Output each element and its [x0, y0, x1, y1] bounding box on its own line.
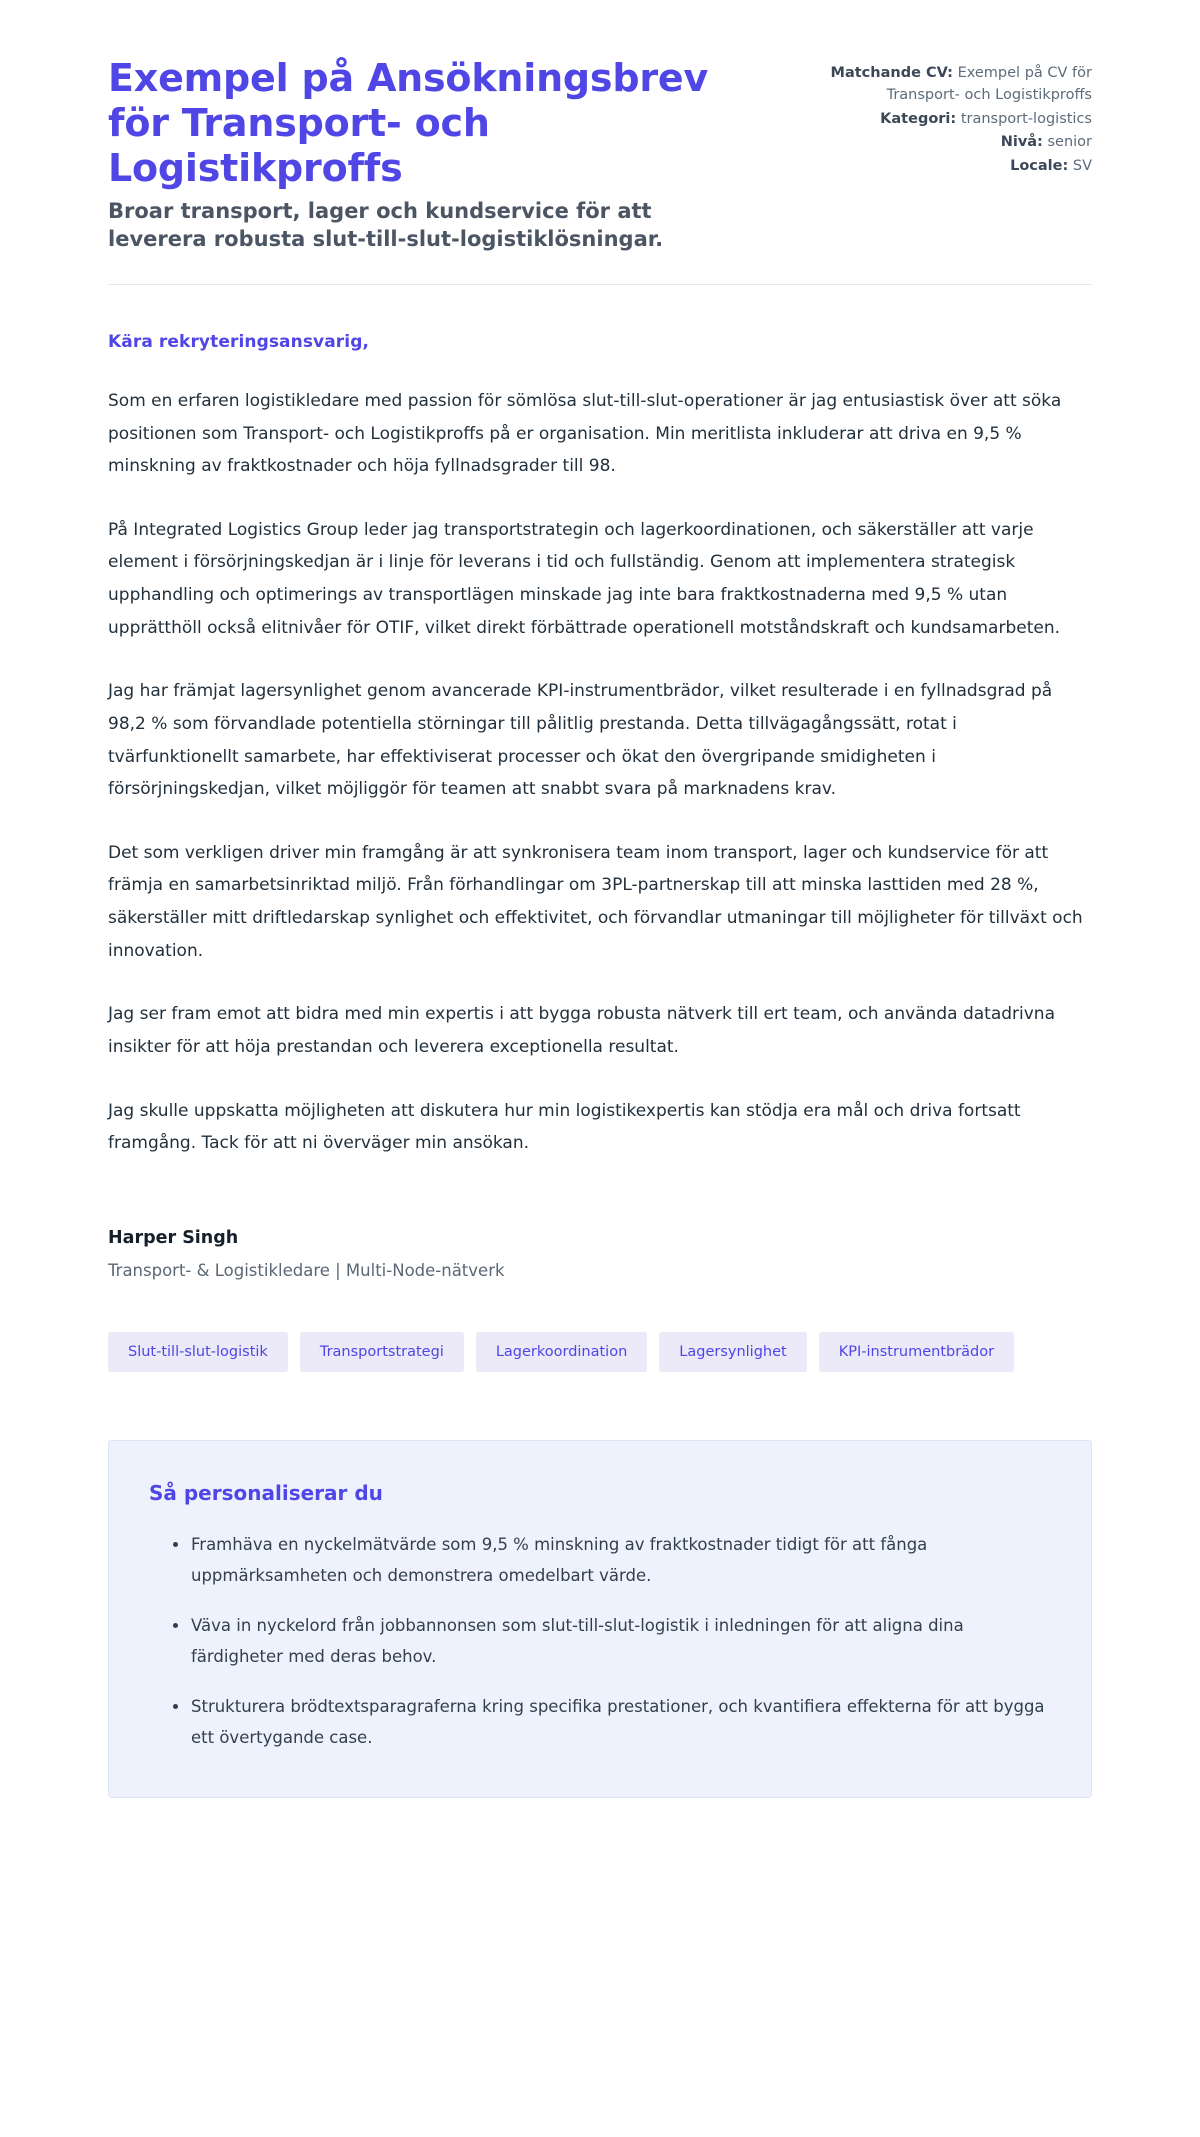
- letter-paragraph: Jag skulle uppskatta möjligheten att diskutera hur min logistikexpertis kan stödja era mål och driva fortsatt framgång. Tack för att ni överväger min ansökan.: [108, 1100, 1021, 1154]
- meta-row-category: [830, 108, 1092, 130]
- callout-tip-list: [149, 1529, 1051, 1753]
- letter-body: [108, 285, 1092, 1160]
- document-metadata: [830, 56, 1092, 178]
- letter-paragraph: Som en erfaren logistikledare med passion för sömlösa slut-till-slut-operationer är jag entusiastisk över att söka positionen som Transport- och Logistikproffs på er organisation. Min meritlista inkluderar att driva en 9,5 % minskning av fraktkostnader och höja fyllnadsgrader till 98.: [108, 390, 1062, 477]
- meta-row-locale: [830, 155, 1092, 177]
- meta-value-locale: SV: [1072, 157, 1092, 174]
- meta-value-level: senior: [1047, 134, 1092, 151]
- meta-value-matching-cv: Exempel på CV för Transport- och Logistikproffs: [886, 65, 1092, 104]
- meta-label-locale: Locale:: [1010, 157, 1069, 174]
- salutation: Kära rekryteringsansvarig,: [108, 331, 370, 352]
- signature-name: Harper Singh: [108, 1227, 239, 1248]
- page-subtitle: Broar transport, lager och kundservice för att leverera robusta slut-till-slut-logistiklösningar.: [108, 199, 664, 252]
- tag-chip[interactable]: Transportstrategi: [300, 1332, 464, 1373]
- meta-label-category: Kategori:: [880, 110, 957, 127]
- callout-title: Så personaliserar du: [149, 1481, 383, 1506]
- callout-tip-item: Strukturera brödtextsparagraferna kring specifika prestationer, och kvantifiera effekterna för att bygga ett övertygande case.: [173, 1691, 1051, 1753]
- personalization-callout: [108, 1440, 1092, 1798]
- tag-chip[interactable]: Lagersynlighet: [659, 1332, 806, 1373]
- page-title: Exempel på Ansökningsbrev för Transport- och Logistikproffs: [108, 56, 709, 190]
- tag-chip[interactable]: Slut-till-slut-logistik: [108, 1332, 288, 1373]
- letter-paragraph: Jag har främjat lagersynlighet genom avancerade KPI-instrumentbrädor, vilket resulterade i en fyllnadsgrad på 98,2 % som förvandlade potentiella störningar till pålitlig prestanda. Detta tillvägagångssätt, rotat i tvärfunktionellt samarbete, har effektiviserat processer och ökat den övergripande smidigheten i försörjningskedjan, vilket möjliggör för teamen att snabbt svara på marknadens krav.: [108, 681, 1053, 800]
- meta-row-level: [830, 131, 1092, 153]
- letter-paragraph: På Integrated Logistics Group leder jag transportstrategin och lagerkoordinationen, och säkerställer att varje element i försörjningskedjan är i linje för leverans i tid och fullständig. Genom att implementera strategisk upphandling och optimerings av transportlägen minskade jag inte bara fraktkostnaderna med 9,5 % utan upprätthöll också elitnivåer för OTIF, vilket direkt förbättrade operationell motståndskraft och kundsamarbeten.: [108, 519, 1060, 638]
- meta-row-matching-cv: [830, 62, 1092, 107]
- tag-list: [108, 1280, 1092, 1373]
- meta-value-category: transport-logistics: [960, 110, 1092, 127]
- callout-tip-item: Framhäva en nyckelmätvärde som 9,5 % minskning av fraktkostnader tidigt för att fånga uppmärksamheten och demonstrera omedelbart värde.: [173, 1529, 1051, 1591]
- meta-label-matching-cv: Matchande CV:: [830, 65, 953, 81]
- header-title-block: [108, 56, 748, 254]
- callout-tip-item: Väva in nyckelord från jobbannonsen som slut-till-slut-logistik i inledningen för att aligna dina färdigheter med deras behov.: [173, 1610, 1051, 1672]
- letter-paragraph: Jag ser fram emot att bidra med min expertis i att bygga robusta nätverk till ert team, och använda datadrivna insikter för att höja prestandan och leverera exceptionella resultat.: [108, 1004, 1056, 1057]
- tag-chip[interactable]: KPI-instrumentbrädor: [819, 1332, 1014, 1373]
- letter-paragraph: Det som verkligen driver min framgång är att synkronisera team inom transport, lager och kundservice för att främja en samarbetsinriktad miljö. Från förhandlingar om 3PL-partnerskap till att minska lasttiden med 28 %, säkerställer mitt driftledarskap synlighet och effektivitet, och förvandlar utmaningar till möjligheter för tillväxt och innovation.: [108, 842, 1083, 961]
- signature-role: Transport- & Logistikledare | Multi-Node-nätverk: [108, 1260, 505, 1280]
- document-header: [108, 0, 1092, 254]
- meta-label-level: Nivå:: [1000, 134, 1043, 151]
- signature-block: [108, 1160, 1092, 1280]
- tag-chip[interactable]: Lagerkoordination: [476, 1332, 647, 1373]
